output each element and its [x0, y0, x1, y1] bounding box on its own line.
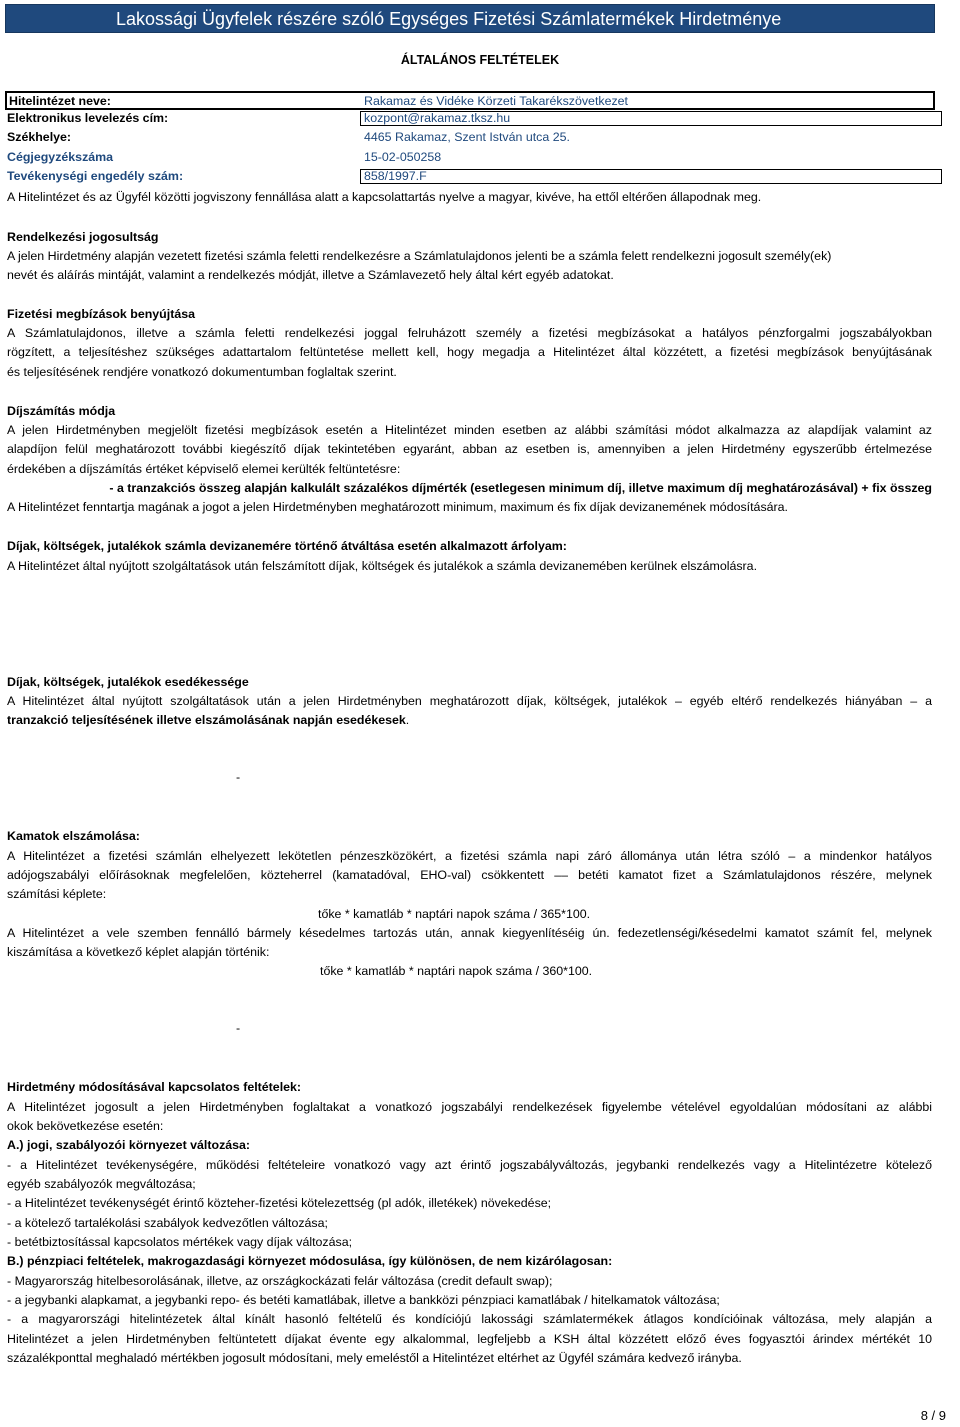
registration-value: 15-02-050258 [364, 150, 442, 164]
registration-label: Cégjegyzékszáma [7, 150, 114, 164]
license-label: Tevékenységi engedély szám: [7, 169, 184, 183]
seat-value: 4465 Rakamaz, Szent István utca 25. [364, 130, 570, 144]
s3-line: A jelen Hirdetményben megjelölt fizetési megbízások esetén a Hitelintézet minden esetben az alábbi számítási módot alkalmazza az alapdíjak valamint az [7, 423, 932, 437]
seat-label: Székhelye: [7, 130, 72, 144]
license-value-box [360, 169, 942, 184]
s4-line: A Hitelintézet által nyújtott szolgáltatások után felszámított díjak, költségek és jutalékok a számla devizanemében kerülnek elszámolásra. [7, 559, 758, 573]
s7-b-item: - a magyarországi hitelintézetek által kínált hasonló feltételű és kondíciójú lakossági számlatermékek átlagos kondícióinak változása, mely alapján a [7, 1312, 932, 1326]
s6-line: A Hitelintézet a vele szemben fennálló bármely késedelmes tartozás után, annak kiegyenlítéséig ún. fedezetlenségi/késedelmi kamatot számít fel, melynek [7, 926, 932, 940]
s1-line: nevét és aláírás mintáját, valamint a rendelkezés módját, illetve a Számlavezető hely által kért egyéb adatokat. [7, 268, 614, 282]
bank-name-row [5, 91, 935, 110]
s7-a-item: - a Hitelintézet tevékenységére, működési feltételeire vonatkozó vagy azt érintő jogszabályváltozás, jegybanki rendelkezés vagy a Hitelintézetre kötelező [7, 1158, 932, 1172]
s7-b-item: - a jegybanki alapkamat, a jegybanki repo- és betéti kamatlábak, illetve a bankközi pénzpiaci kamatlábak / hitelkamatok változása; [7, 1293, 720, 1307]
s7-b-item: Hitelintézet a jelen Hirdetményben feltüntetett díjakat évente egy alkalommal, legfeljebb a KSH által közzétett előző éves fogyasztói árindex mértékét 10 [7, 1332, 932, 1346]
deposit-interest-formula: tőke * kamatláb * naptári napok száma / 365*100. [318, 907, 591, 921]
s5-due-text: tranzakció teljesítésének illetve elszámolásának napján esedékesek [7, 713, 406, 727]
s2-line: és teljesítésének rendjére vonatkozó dokumentumban foglaltak szerint. [7, 365, 397, 379]
email-row [5, 110, 935, 127]
s3-line: érdekében a díjszámítás értéket képviselő elemei kerülték feltüntetésre: [7, 462, 401, 476]
bank-name-value: Rakamaz és Vidéke Körzeti Takarékszövetkezet [364, 94, 629, 108]
s6-line: számítási képlete: [7, 887, 107, 901]
late-interest-formula: tőke * kamatláb * naptári napok száma / 360*100. [320, 964, 593, 978]
email-value: kozpont@rakamaz.tksz.hu [364, 111, 511, 125]
s2-line: rögzített, a teljesítéshez szükséges adattartalom feltüntetése mellett kell, hogy megadja a Hitelintézet által közzétett, a fizetési megbízások benyújtásának [7, 345, 932, 359]
s1-heading: Rendelkezési jogosultság [7, 230, 159, 244]
license-value: 858/1997.F [364, 169, 427, 183]
s7-heading: Hirdetmény módosításával kapcsolatos feltételek: [7, 1080, 302, 1094]
s4-heading: Díjak, költségek, jutalékok számla devizanemére történő átváltása esetén alkalmazott árfolyam: [7, 539, 567, 553]
document-banner: Lakossági Ügyfelek részére szóló Egységes Fizetési Számlatermékek Hirdetménye [5, 4, 935, 33]
s7-a-item: egyéb szabályozók megváltozása; [7, 1177, 196, 1191]
seat-row [5, 129, 935, 146]
s3-heading: Díjszámítás módja [7, 404, 116, 418]
s5-line [7, 711, 932, 730]
s3-fee-formula: - a tranzakciós összeg alapján kalkulált százalékos díjmérték (esetlegesen minimum díj, illetve maximum díj meghatározásával) + fix összeg [109, 481, 932, 495]
s2-line: A Számlatulajdonos, illetve a számla feletti rendelkezési joggal felruházott személy a fizetési megbízásokat a hatályos pénzforgalmi jogszabályokban [7, 326, 932, 340]
registration-row [5, 149, 935, 166]
s7-b-item: - Magyarország hitelbesorolásának, illetve, az országkockázati felár változása (credit default swap); [7, 1274, 553, 1288]
s1-line: A jelen Hirdetmény alapján vezetett fizetési számla feletti rendelkezésre a Számlatulajdonos jelenti be a számla felett rendelkezni jogosult személy(ek) [7, 249, 832, 263]
s5-period: . [405, 713, 410, 727]
s6-line: A Hitelintézet a fizetési számlán elhelyezett lekötetlen pénzeszközökért, a fizetési számla napi záró állománya után létra szóló – a mindenkor hatályos [7, 849, 932, 863]
s7-line: okok bekövetkezése esetén: [7, 1119, 164, 1133]
separator-dash: - [236, 1021, 241, 1035]
s7-a-item: - a Hitelintézet tevékenységét érintő közteher-fizetési kötelezettség (pl adók, illetékek) növekedése; [7, 1196, 552, 1210]
email-label: Elektronikus levelezés cím: [7, 111, 169, 125]
separator-dash: - [236, 770, 241, 784]
s7-line: A Hitelintézet jogosult a jelen Hirdetményben foglaltakat a vonatkozó jogszabályi rendelkezések figyelembe vételével egyoldalúan módosítani az alábbi [7, 1100, 932, 1114]
s5-line: A Hitelintézet által nyújtott szolgáltatások után a jelen Hirdetményben meghatározott díjak, költségek, jutalékok – egyéb eltérő rendelkezés hiányában – a [7, 694, 932, 708]
s3-line: alapdíjon felül meghatározott további kiegészítő díjak tekintetében egyaránt, abban az esetben is, amennyiben a jelen Hirdetmény egyszerűbb értelmezése [7, 442, 932, 456]
s5-heading: Díjak, költségek, jutalékok esedékessége [7, 675, 249, 689]
s7-b-item: százalékponttal meghaladó mértékben jogosult módosítani, mely emeléstől a Hitelintézet eltérhet az Ügyfél számára kedvező irányba. [7, 1351, 742, 1365]
s6-line: kiszámítása a következő képlet alapján történik: [7, 945, 270, 959]
s7-a-item: - betétbiztosítással kapcsolatos mértékek vagy díjak változása; [7, 1235, 353, 1249]
s7-a-item: - a kötelező tartalékolási szabályok kedvezőtlen változása; [7, 1216, 328, 1230]
s2-heading: Fizetési megbízások benyújtása [7, 307, 195, 321]
license-row [5, 168, 935, 185]
s6-line: adójogszabályi előírásoknak megfelelően, közteherrel (kamatadóval, EHO-val) csökkentett –– betéti kamatot fizet a Számlatulajdonos részére, melynek [7, 868, 932, 882]
s7-b-heading: B.) pénzpiaci feltételek, makrogazdasági környezet módosulása, így különösen, de nem kizárólagosan: [7, 1254, 613, 1268]
s6-heading: Kamatok elszámolása: [7, 829, 140, 843]
language-note: A Hitelintézet és az Ügyfél közötti jogviszony fennállása alatt a kapcsolattartás nyelve a magyar, kivéve, ha ettől eltérően állapodnak meg. [7, 190, 762, 204]
s7-a-heading: A.) jogi, szabályozói környezet változása: [7, 1138, 251, 1152]
bank-name-label: Hitelintézet neve: [9, 94, 111, 108]
page-number: 8 / 9 [920, 1408, 946, 1423]
s3-line: A Hitelintézet fenntartja magának a jogot a jelen Hirdetményben meghatározott minimum, maximum és fix díjak devizanemének módosítására. [7, 500, 788, 514]
section-title: ÁLTALÁNOS FELTÉTELEK [400, 53, 560, 67]
